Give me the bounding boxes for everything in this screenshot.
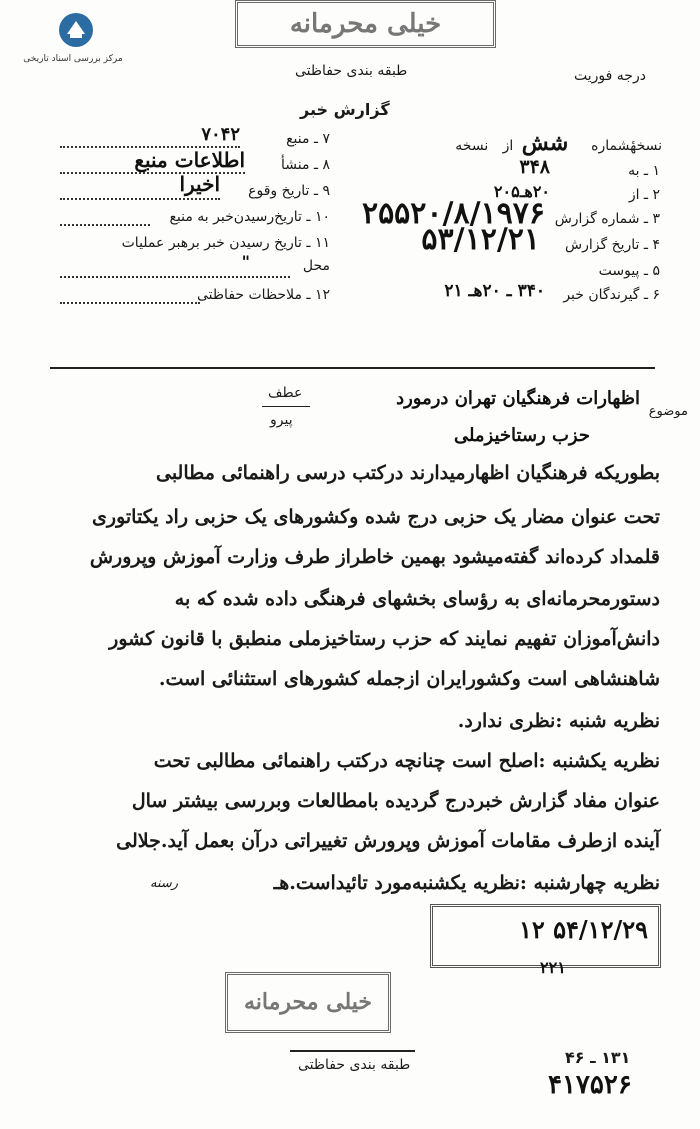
body-line: قلمداد کرده‌اند گفته‌میشود بهمین خاطراز طرف وزارت آموزش وپرورش (89, 546, 660, 568)
report-title: گزارش خبر (300, 100, 390, 119)
archive-stamp-number: ۵۴/۱۲/۲۹ ۱۲ (518, 915, 648, 944)
footer-ref-line2: ۴۱۷۵۲۶ (548, 1070, 632, 1100)
archive-logo-icon (58, 12, 94, 48)
subject-line-2: حزب رستاخیزملی (453, 425, 590, 446)
archive-logo (18, 12, 128, 72)
body-line: نظریه چهارشنبه :نظریه یکشنبه‌مورد تائیداست.هـ (273, 872, 660, 894)
body-line: عنوان مفاد گزارش خبردرج گردیده بامطالعات وبررسی بیشتر سال (131, 790, 660, 812)
body-line: نظریه شنبه :نظری ندارد. (457, 710, 660, 732)
field-occurrence-date-value: اخیرا (179, 172, 220, 196)
archive-stamp-line2: ۲۲۱ (540, 958, 566, 977)
reference-peyro-label: پیرو (270, 412, 293, 428)
subject-line-1: اظهارات فرهنگیان تهران درمورد (396, 388, 640, 409)
classification-label: طبقه بندی حفاظتی (295, 63, 408, 79)
copy-number-label: نسخهٔشماره (591, 138, 662, 154)
bottom-separator (290, 1050, 415, 1052)
reference-atf-label: عطف (268, 385, 303, 401)
signature-note: رسنه (150, 876, 179, 891)
field-to-label: ۱ ـ به (628, 163, 660, 179)
field-origin-value: اطلاعات منبع (134, 148, 245, 172)
archive-logo-text: مرکز بررسی اسناد تاریخی (23, 54, 123, 64)
reference-divider (262, 406, 310, 407)
copy-of-label: از (502, 138, 514, 154)
body-line: تحت عنوان مضار یک حزبی درج شده وکشورهای یک حزبی راد یکتاتوری (92, 506, 660, 528)
field-source-arrival-label: ۱۰ ـ تاریخ‌رسیدن‌خبر به منبع (169, 209, 330, 225)
body-line: شاهنشاهی است وکشورایران ازجمله کشورهای استثنائی است. (158, 668, 660, 690)
field-report-number-value: ۲۵۵۲۰/۸/۱۹۷۶ (361, 196, 545, 231)
field-row (60, 172, 330, 206)
copy-count-value: شش (521, 130, 569, 156)
field-source-label: ۷ ـ منبع (286, 131, 330, 147)
field-row (370, 156, 660, 184)
field-row (370, 222, 660, 260)
field-occurrence-date-label: ۹ ـ تاریخ وقوع (248, 183, 330, 199)
left-fields (60, 124, 330, 310)
field-to-value: ۳۴۸ (519, 156, 550, 178)
top-confidential-stamp: خیلی محرمانه (235, 0, 496, 48)
priority-label: درجه فوریت (574, 68, 646, 84)
field-from-value: ۲۰هـ۲۰۵ (493, 182, 550, 201)
field-origin-label: ۸ ـ منشأ (280, 157, 330, 173)
field-location-value: " (241, 252, 250, 271)
field-row (60, 284, 330, 310)
body-line: آینده ازطرف مقامات آموزش وپرورش تغییراتی درآن بعمل آید.جلالی (116, 830, 660, 852)
field-report-number-label: ۳ ـ شماره گزارش (554, 211, 660, 227)
field-report-date-label: ۴ ـ تاریخ گزارش (565, 237, 660, 253)
field-from-label: ۲ ـ از (628, 187, 660, 203)
header-separator (50, 367, 655, 369)
field-location-label: محل (302, 258, 330, 274)
footer-ref-line1: ۱۳۱ ـ ۴۶ (565, 1048, 631, 1067)
right-fields (361, 156, 660, 308)
bottom-confidential-stamp: خیلی محرمانه (225, 972, 391, 1033)
body-line: نظریه یکشنبه :اصلح است چنانچه درکتب راهنمائی مطالبی تحت (153, 750, 660, 772)
field-row (60, 232, 330, 258)
field-row (60, 206, 330, 232)
field-row (60, 252, 330, 284)
field-row (370, 281, 660, 308)
subject-label: موضوع (648, 404, 688, 419)
bottom-classification-label: طبقه بندی حفاظتی (298, 1057, 411, 1073)
field-recipients-label: ۶ ـ گیرندگان خبر (563, 287, 660, 303)
field-source-value: ۷۰۴۲ (201, 124, 240, 145)
field-security-notes-label: ۱۲ ـ ملاحظات حفاظتی (197, 287, 330, 303)
body-line: دستورمحرمانه‌ای به رؤسای بخشهای فرهنگی داده شده که به (174, 588, 660, 610)
field-report-date-value: ۵۳/۱۲/۲۱ (421, 222, 540, 257)
field-operations-arrival-label: ۱۱ ـ تاریخ رسیدن خبر برهبر عملیات (121, 235, 330, 251)
field-attachment-label: ۵ ـ پیوست (598, 263, 660, 279)
copy-suffix-label: نسخه (455, 138, 489, 154)
field-recipients-value: ۳۴۰ ـ ۲۰هـ ۲۱ (444, 281, 545, 301)
copy-number-row (455, 130, 662, 156)
body-line: بطوریکه فرهنگیان اظهارمیدارند درکتب درسی راهنمائی مطالبی (155, 462, 660, 484)
body-line: دانش‌آموزان تفهیم نمایند که حزب رستاخیزملی منطبق با قانون کشور (109, 628, 660, 650)
